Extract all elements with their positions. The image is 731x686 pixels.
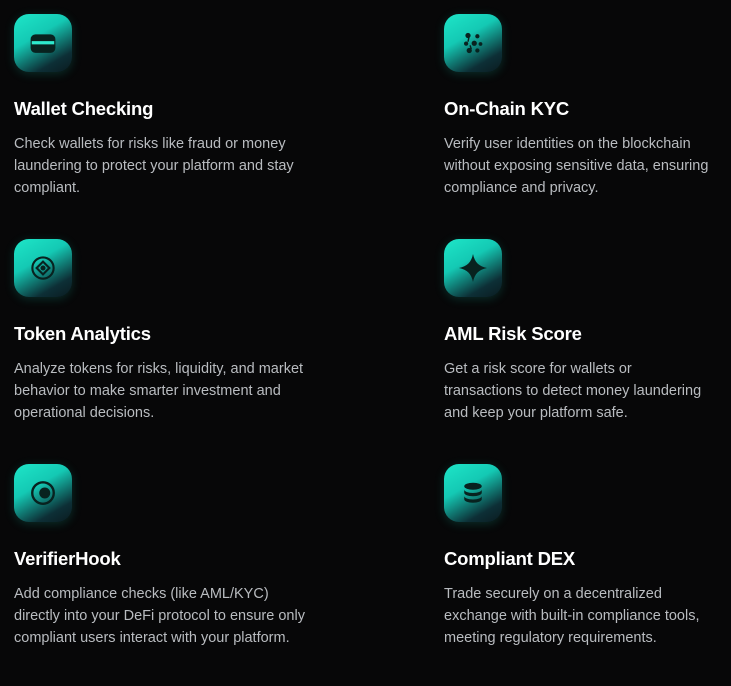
- feature-title: VerifierHook: [14, 548, 121, 569]
- feature-description: Add compliance checks (like AML/KYC) directly into your DeFi protocol to ensure only compliant users interact with your platform.: [14, 586, 305, 647]
- feature-title: AML Risk Score: [444, 323, 582, 344]
- feature-title: Compliant DEX: [444, 548, 576, 569]
- feature-description: Analyze tokens for risks, liquidity, and market behavior to make smarter investment and operational decisions.: [14, 361, 304, 422]
- sparkle-icon: [444, 239, 502, 297]
- feature-card-compliant-dex[interactable]: [444, 464, 721, 649]
- network-nodes-icon: [444, 14, 502, 72]
- target-token-icon: [14, 239, 72, 297]
- feature-card-wallet-checking[interactable]: [14, 14, 444, 239]
- coins-stack-icon: [444, 464, 502, 522]
- wallet-icon: [14, 14, 72, 72]
- hook-circle-icon: [14, 464, 72, 522]
- feature-title: Wallet Checking: [14, 98, 154, 119]
- feature-description: Get a risk score for wallets or transactions to detect money laundering and keep your platform safe.: [444, 361, 702, 422]
- feature-title: On-Chain KYC: [444, 98, 570, 119]
- feature-description: Check wallets for risks like fraud or money laundering to protect your platform and stay compliant.: [14, 136, 294, 197]
- feature-card-verifierhook[interactable]: [14, 464, 444, 649]
- feature-card-token-analytics[interactable]: [14, 239, 444, 464]
- feature-description: Trade securely on a decentralized exchange with built-in compliance tools, meeting regulatory requirements.: [444, 586, 700, 647]
- feature-description: Verify user identities on the blockchain without exposing sensitive data, ensuring compliance and privacy.: [444, 136, 709, 197]
- feature-card-aml-risk-score[interactable]: [444, 239, 721, 464]
- feature-title: Token Analytics: [14, 323, 151, 344]
- feature-card-on-chain-kyc[interactable]: [444, 14, 721, 239]
